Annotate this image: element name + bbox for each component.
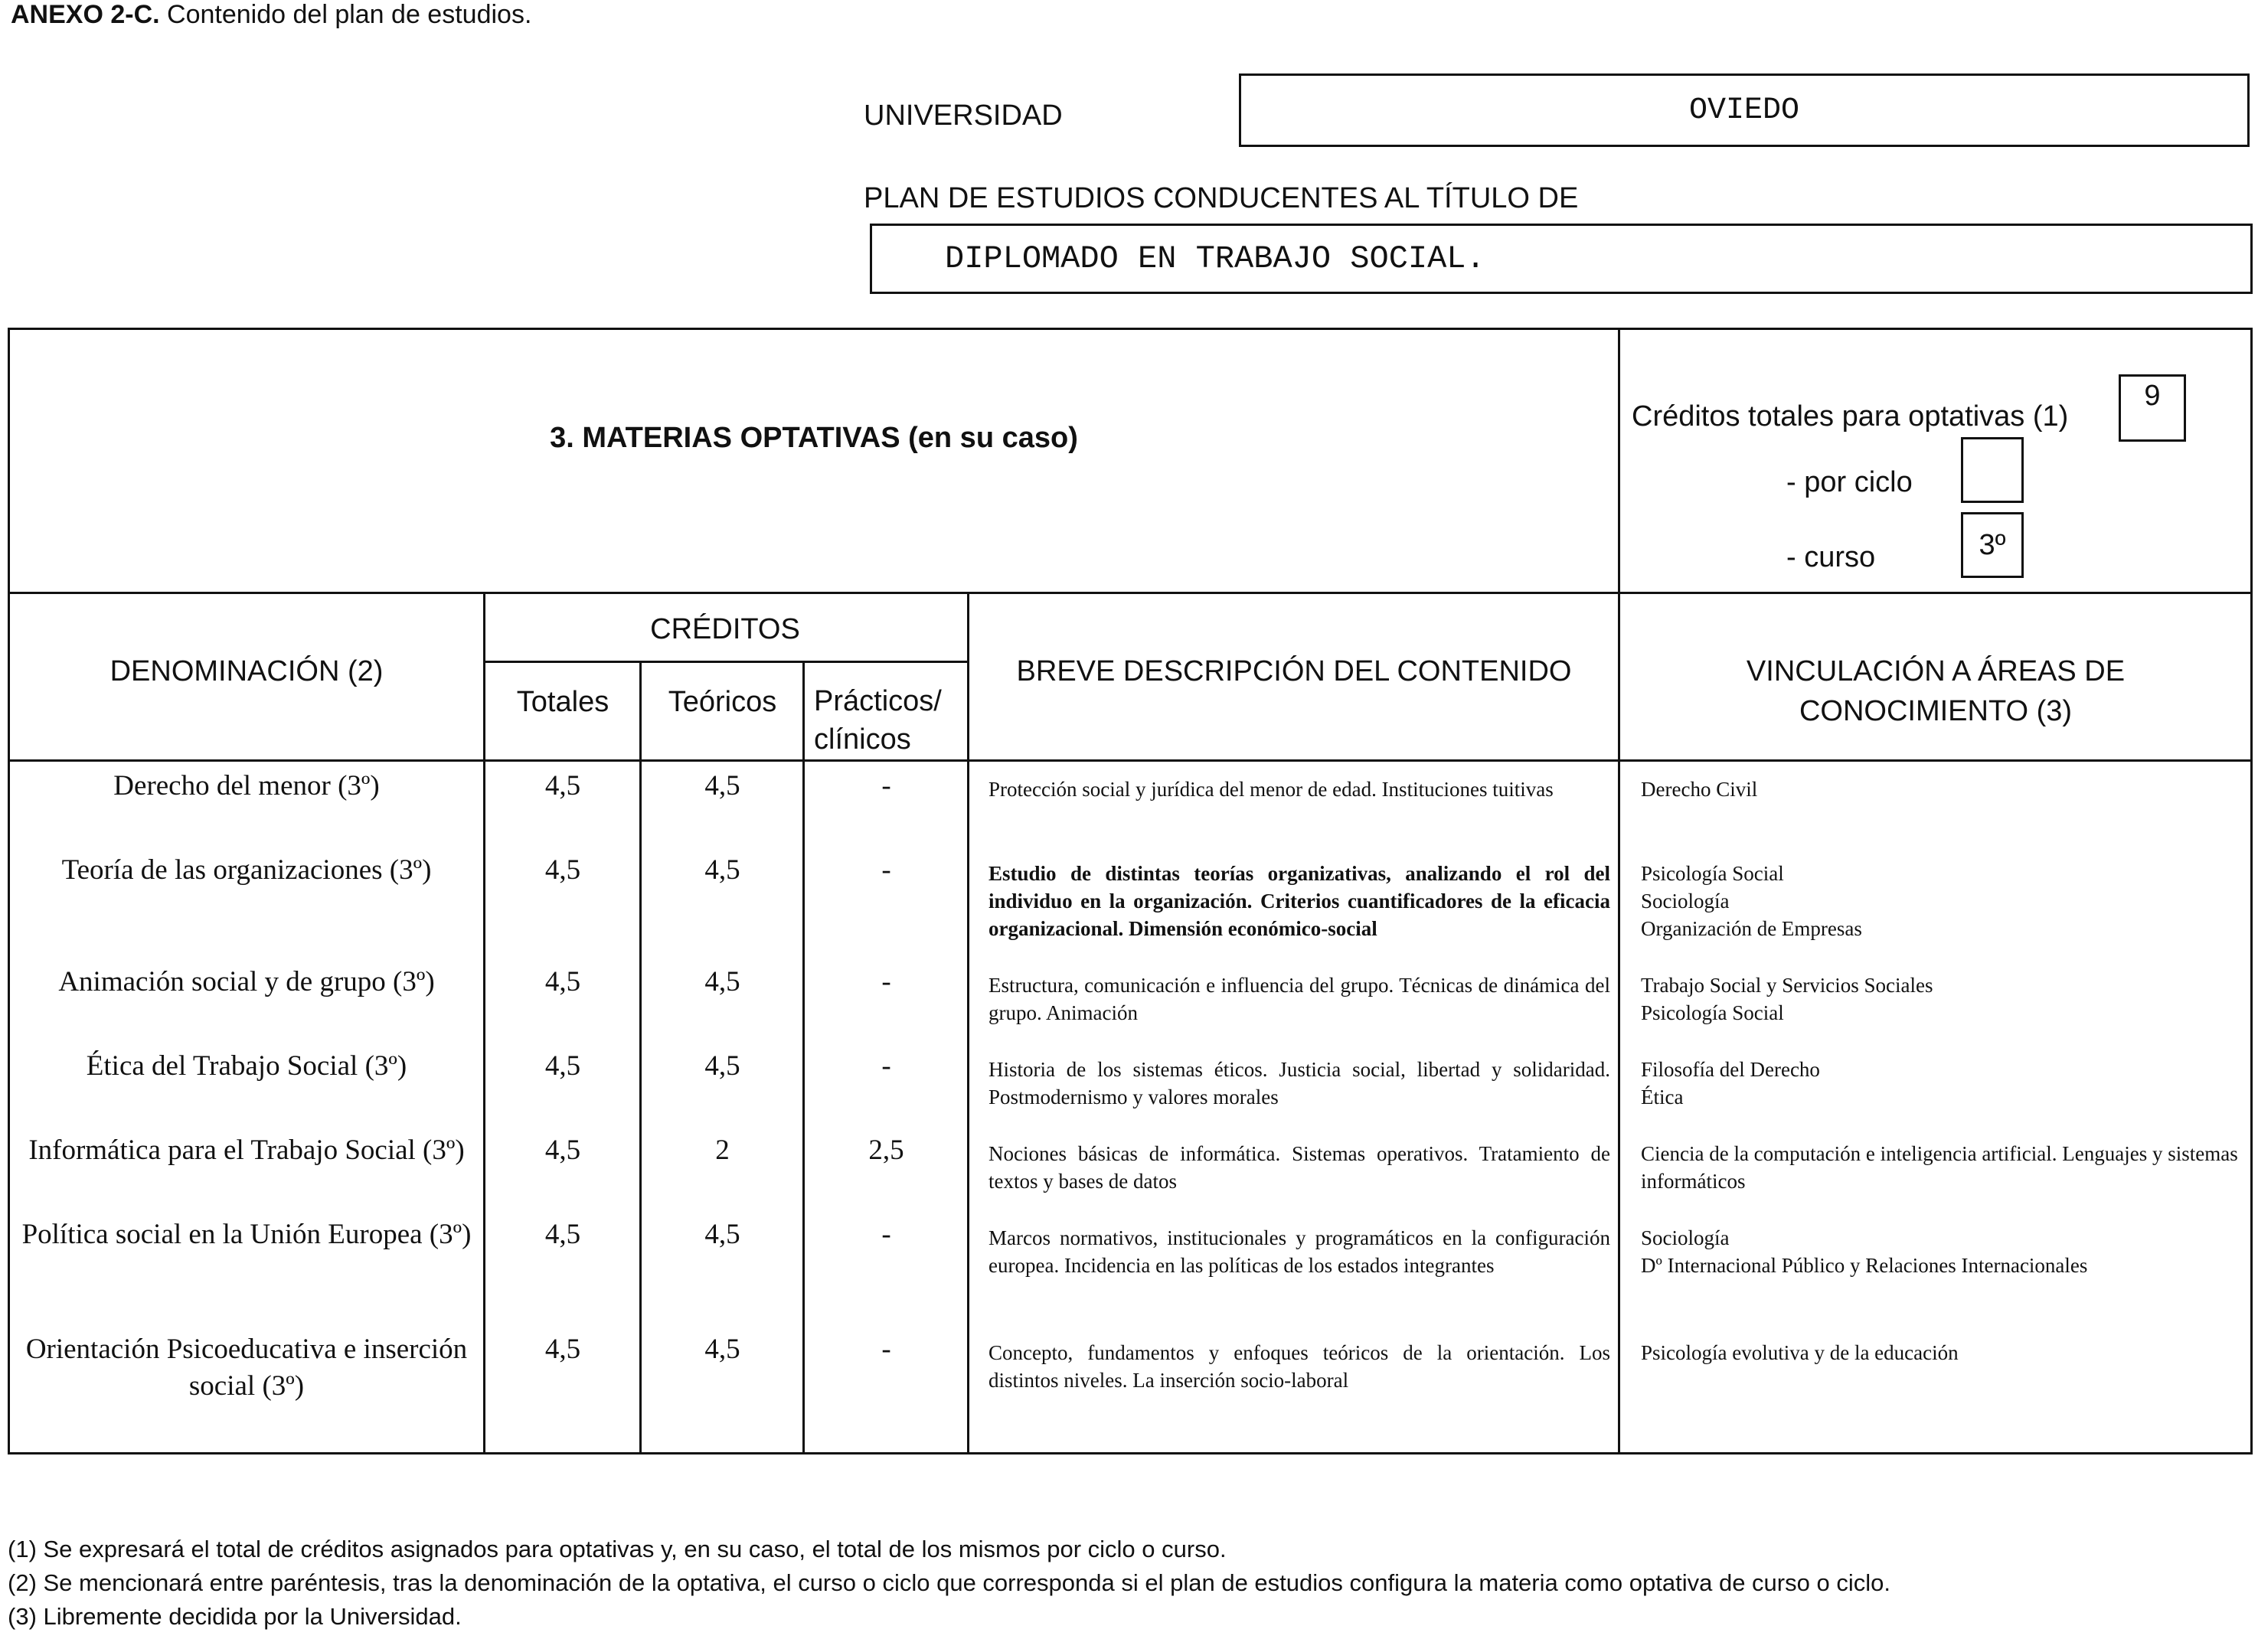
divider (639, 661, 642, 1452)
section-title: 3. MATERIAS OPTATIVAS (en su caso) (550, 422, 1078, 454)
per-cycle-box (1961, 437, 2024, 503)
optativas-table (8, 328, 2253, 1454)
row-teoricos: 4,5 (704, 1219, 740, 1250)
row-teoricos: 4,5 (704, 1334, 740, 1365)
row-totales: 4,5 (544, 854, 581, 886)
per-cycle-label: - por ciclo (1786, 466, 1913, 498)
row-areas: Derecho Civil (1641, 778, 1758, 801)
row-denominacion: Ética del Trabajo Social (3º) (86, 1050, 407, 1082)
row-areas: Psicología Social Sociología Organización de Empresas (1641, 862, 1862, 940)
divider (483, 661, 967, 663)
row-areas: Ciencia de la computación e inteligencia artificial. Lenguajes y sistemas informáticos (1641, 1142, 2238, 1193)
university-label: UNIVERSIDAD (864, 100, 1063, 132)
row-practicos: - (881, 1219, 891, 1250)
row-practicos: - (881, 854, 891, 886)
total-credits-value: 9 (2144, 380, 2161, 412)
row-practicos: - (881, 966, 891, 997)
row-denominacion: Orientación Psicoeducativa e inserción social (3º) (25, 1334, 468, 1402)
divider (10, 759, 2250, 762)
row-teoricos: 4,5 (704, 854, 740, 886)
row-denominacion: Informática para el Trabajo Social (3º) (28, 1135, 465, 1166)
row-denominacion: Política social en la Unión Europea (3º) (21, 1219, 472, 1250)
divider (483, 592, 485, 1452)
degree-field (870, 224, 2253, 294)
university-field (1239, 73, 2250, 147)
row-descripcion: Marcos normativos, institucionales y programáticos en la configuración europea. Incidencia en las políticas de los estados integrantes (988, 1226, 1610, 1277)
header-denominacion: DENOMINACIÓN (2) (109, 655, 384, 687)
row-areas: Sociología Dº Internacional Público y Relaciones Internacionales (1641, 1226, 2088, 1277)
row-practicos: - (881, 1050, 891, 1082)
row-teoricos: 2 (715, 1135, 730, 1166)
university-value: OVIEDO (1688, 93, 1800, 128)
row-descripcion: Estudio de distintas teorías organizativas, analizando el rol del individuo en la organización. Criterios cuantificadores de la eficacia organizacional. Dimensión económico-social (988, 862, 1610, 940)
divider (967, 592, 969, 1452)
footnote-3: (3) Libremente decidida por la Universidad. (8, 1603, 462, 1630)
header-vinculacion: VINCULACIÓN A ÁREAS DE CONOCIMIENTO (3) (1746, 655, 2126, 727)
row-practicos: - (881, 1334, 891, 1365)
divider (10, 592, 2250, 594)
row-teoricos: 4,5 (704, 966, 740, 997)
row-descripcion: Protección social y jurídica del menor de edad. Instituciones tuitivas (988, 778, 1554, 801)
row-practicos: - (881, 770, 891, 802)
footnote-2: (2) Se mencionará entre paréntesis, tras la denominación de la optativa, el curso o ciclo que corresponda si el plan de estudios configura la materia como optativa de curso o ciclo. (8, 1569, 1890, 1596)
annex-title (11, 0, 531, 30)
row-descripcion: Estructura, comunicación e influencia del grupo. Técnicas de dinámica del grupo. Animación (988, 974, 1610, 1024)
degree-value: DIPLOMADO EN TRABAJO SOCIAL. (945, 240, 1485, 277)
course-value: 3º (1979, 528, 2006, 561)
row-totales: 4,5 (544, 1334, 581, 1365)
row-totales: 4,5 (544, 966, 581, 997)
footnote-1: (1) Se expresará el total de créditos asignados para optativas y, en su caso, el total de los mismos por ciclo o curso. (8, 1536, 1227, 1562)
header-creditos: CRÉDITOS (650, 613, 800, 645)
row-totales: 4,5 (544, 770, 581, 802)
row-totales: 4,5 (544, 1050, 581, 1082)
total-credits-label: Créditos totales para optativas (1) (1632, 400, 2069, 433)
annex-number: ANEXO 2-C. (11, 0, 160, 29)
degree-label: PLAN DE ESTUDIOS CONDUCENTES AL TÍTULO DE (864, 182, 1579, 214)
header-practicos: Prácticos/ clínicos (814, 685, 942, 756)
divider (802, 661, 805, 1452)
course-label: - curso (1786, 541, 1876, 573)
row-practicos: 2,5 (868, 1135, 904, 1166)
header-teoricos: Teóricos (668, 686, 777, 718)
annex-description: Contenido del plan de estudios. (159, 0, 532, 29)
row-teoricos: 4,5 (704, 1050, 740, 1082)
row-descripcion: Nociones básicas de informática. Sistemas operativos. Tratamiento de textos y bases de datos (988, 1142, 1610, 1193)
total-credits-box (2119, 374, 2186, 442)
row-totales: 4,5 (544, 1135, 581, 1166)
course-box (1961, 512, 2024, 578)
row-areas: Trabajo Social y Servicios Sociales Psicología Social (1641, 974, 1933, 1024)
row-denominacion: Teoría de las organizaciones (3º) (61, 854, 432, 886)
header-totales: Totales (516, 686, 609, 718)
row-denominacion: Derecho del menor (3º) (113, 770, 380, 802)
row-descripcion: Historia de los sistemas éticos. Justicia social, libertad y solidaridad. Postmodernismo y valores morales (988, 1058, 1610, 1108)
divider (1618, 330, 1620, 1452)
row-descripcion: Concepto, fundamentos y enfoques teóricos de la orientación. Los distintos niveles. La inserción socio-laboral (988, 1341, 1610, 1392)
row-areas: Psicología evolutiva y de la educación (1641, 1341, 1959, 1364)
row-areas: Filosofía del Derecho Ética (1641, 1058, 1820, 1108)
row-teoricos: 4,5 (704, 770, 740, 802)
header-descripcion: BREVE DESCRIPCIÓN DEL CONTENIDO (1016, 655, 1572, 687)
row-denominacion: Animación social y de grupo (3º) (58, 966, 435, 997)
row-totales: 4,5 (544, 1219, 581, 1250)
